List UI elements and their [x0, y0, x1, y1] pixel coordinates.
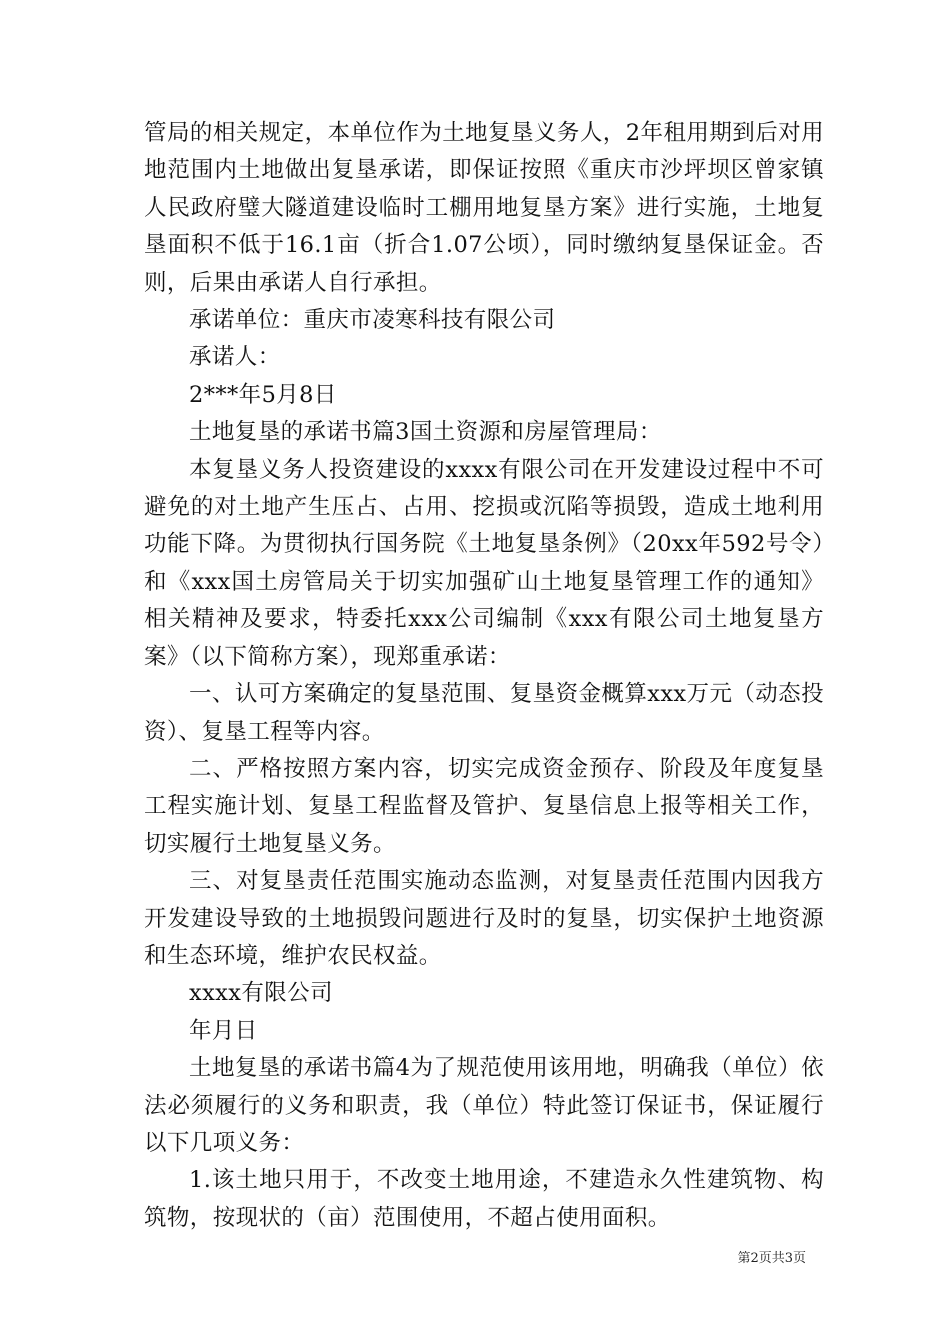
paragraph-section3-body: 本复垦义务人投资建设的xxxx有限公司在开发建设过程中不可避免的对土地产生压占、占用、挖损或沉陷等损毁，造成土地利用功能下降。为贯彻执行国务院《土地复垦条例》（20xx年592号令）和《xxx国土房管局关于切实加强矿山土地复垦管理工作的通知》相关精神及要求，特委托xxx公司编制《xxx有限公司土地复垦方案》（以下简称方案），现郑重承诺：	[144, 456, 824, 670]
paragraph-pledger: 承诺人：	[189, 344, 281, 371]
paragraph-section4-heading: 土地复垦的承诺书篇4为了规范使用该用地，明确我（单位）依法必须履行的义务和职责，我（单位）特此签订保证书，保证履行以下几项义务：	[144, 1055, 824, 1156]
document-body	[144, 115, 824, 1237]
paragraph-regulation-continuation: 管局的相关规定，本单位作为土地复垦义务人，2年租用期到后对用地范围内土地做出复垦承诺，即保证按照《重庆市沙坪坝区曾家镇人民政府璧大隧道建设临时工棚用地复垦方案》进行实施，土地复垦面积不低于16.1亩（折合1.07公顷），同时缴纳复垦保证金。否则，后果由承诺人自行承担。	[144, 120, 824, 296]
paragraph-pledging-unit: 承诺单位：重庆市凌寒科技有限公司	[189, 307, 556, 334]
paragraph-date: 2***年5月8日	[189, 381, 337, 408]
paragraph-item-2: 二、严格按照方案内容，切实完成资金预存、阶段及年度复垦工程实施计划、复垦工程监督及管护、复垦信息上报等相关工作，切实履行土地复垦义务。	[144, 755, 824, 857]
paragraph-date-blank: 年月日	[189, 1017, 258, 1044]
paragraph-item-3: 三、对复垦责任范围实施动态监测，对复垦责任范围内因我方开发建设导致的土地损毁问题进行及时的复垦，切实保护土地资源和生态环境，维护农民权益。	[144, 868, 824, 969]
paragraph-company-signature: xxxx有限公司	[189, 980, 333, 1007]
page-number: 第2页共3页	[737, 1251, 806, 1266]
paragraph-section4-item-1: 1.该土地只用于，不改变土地用途，不建造永久性建筑物、构筑物，按现状的（亩）范围使用，不超占使用面积。	[144, 1167, 824, 1231]
paragraph-section3-heading: 土地复垦的承诺书篇3国土资源和房屋管理局：	[189, 419, 662, 446]
paragraph-item-1: 一、认可方案确定的复垦范围、复垦资金概算xxx万元（动态投资）、复垦工程等内容。	[144, 681, 824, 745]
